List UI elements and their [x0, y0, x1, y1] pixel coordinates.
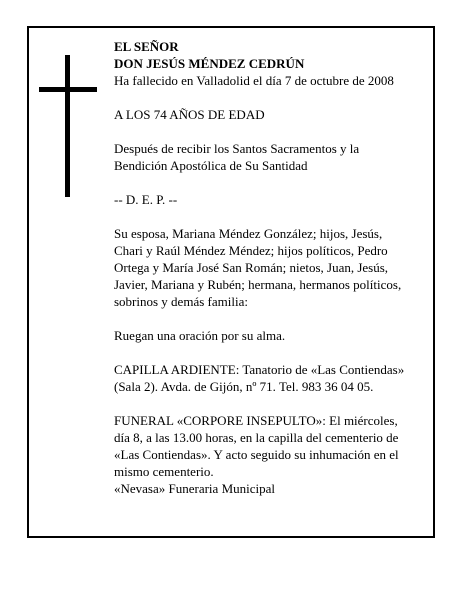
spacer — [114, 208, 426, 225]
prayer-block — [114, 327, 426, 344]
funeral-block — [114, 412, 426, 497]
family-line-1: Su esposa, Mariana Méndez González; hijos, Jesús, — [114, 226, 383, 241]
spacer — [114, 344, 426, 361]
prayer-line: Ruegan una oración por su alma. — [114, 328, 286, 343]
cross-icon-vertical-bar — [65, 55, 70, 197]
spacer — [114, 174, 426, 191]
header-block — [114, 38, 426, 89]
spacer — [114, 310, 426, 327]
sacraments-block — [114, 140, 426, 174]
funeral-line-1: FUNERAL «CORPORE INSEPULTO»: El miércoles, — [114, 413, 398, 428]
cross-icon-horizontal-bar — [39, 87, 97, 92]
age-line: A LOS 74 AÑOS DE EDAD — [114, 107, 265, 122]
funeral-home-line: «Nevasa» Funeraria Municipal — [114, 481, 276, 496]
funeral-line-4: mismo cementerio. — [114, 464, 214, 479]
family-line-2: Chari y Raúl Méndez Méndez; hijos políticos, Pedro — [114, 243, 388, 258]
spacer — [114, 89, 426, 106]
funeral-line-2: día 8, a las 13.00 horas, en la capilla del cementerio de — [114, 430, 399, 445]
chapel-line-1: CAPILLA ARDIENTE: Tanatorio de «Las Contiendas» — [114, 362, 405, 377]
obituary-content — [114, 38, 426, 497]
rip-block — [114, 191, 426, 208]
chapel-line-2: (Sala 2). Avda. de Gijón, nº 71. Tel. 983 36 04 05. — [114, 379, 374, 394]
chapel-block — [114, 361, 426, 395]
family-block — [114, 225, 426, 310]
deceased-title: EL SEÑOR — [114, 39, 179, 54]
age-block — [114, 106, 426, 123]
death-notice: Ha fallecido en Valladolid el día 7 de octubre de 2008 — [114, 73, 394, 88]
spacer — [114, 395, 426, 412]
sacraments-line-2: Bendición Apostólica de Su Santidad — [114, 158, 308, 173]
deceased-name: DON JESÚS MÉNDEZ CEDRÚN — [114, 56, 305, 71]
family-line-5: sobrinos y demás familia: — [114, 294, 248, 309]
spacer — [114, 123, 426, 140]
family-line-3: Ortega y María José San Román; nietos, Juan, Jesús, — [114, 260, 389, 275]
family-line-4: Javier, Mariana y Rubén; hermana, hermanos políticos, — [114, 277, 402, 292]
funeral-line-3: «Las Contiendas». Y acto seguido su inhumación en el — [114, 447, 399, 462]
sacraments-line-1: Después de recibir los Santos Sacramentos y la — [114, 141, 360, 156]
rip-line: -- D. E. P. -- — [114, 192, 178, 207]
